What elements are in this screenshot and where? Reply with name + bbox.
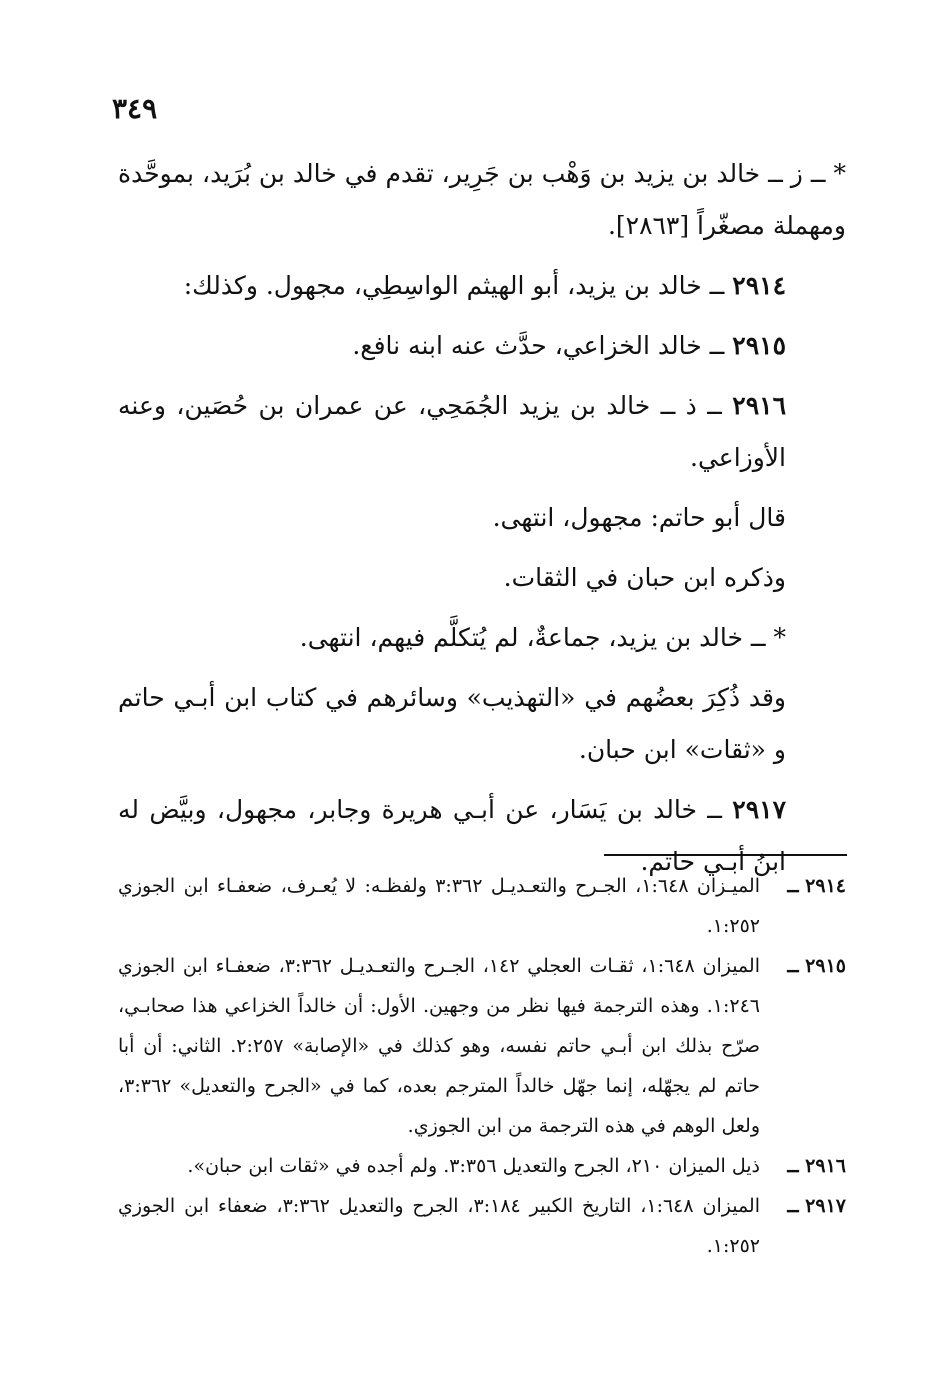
entry-paragraph <box>118 492 846 544</box>
footnotes <box>118 866 846 1266</box>
footnote <box>118 1146 846 1186</box>
entry-number: ٢٩١٥ <box>732 331 786 360</box>
entry-paragraph <box>118 260 846 312</box>
paragraph-text: * ــ ز ــ خالد بن يزيد بن وَهْب بن جَرِير، تقدم في خالد بن بُرَيد، بموحَّدة ومهملة مصغّراً [٢٨٦٣]. <box>118 159 846 240</box>
entry-paragraph <box>118 672 846 776</box>
entry-paragraph <box>118 380 846 484</box>
paragraph-text: * ــ خالد بن يزيد، جماعةٌ، لم يُتكلَّم فيهم، انتهى. <box>299 623 786 652</box>
footnote-text: الميزان ١:٦٤٨، التاريخ الكبير ٣:١٨٤، الجرح والتعديل ٣:٣٦٢، ضعفاء ابن الجوزي ١:٢٥٢. <box>118 1195 760 1257</box>
paragraph-text: ــ ذ ــ خالد بن يزيد الجُمَحِي، عن عمران بن حُصَين، وعنه الأوزاعي. <box>118 391 786 472</box>
footnote-number: ٢٩١٧ ــ <box>787 1195 846 1217</box>
footnote <box>118 946 846 1146</box>
footnote-text: الميـزان ١:٦٤٨، الجـرح والتعـديـل ٣:٣٦٢ ولفظـه: لا يُعـرف، ضعفـاء ابن الجوزي ١:٢٥٢. <box>118 875 760 937</box>
paragraph-text: وذكره ابن حبان في الثقات. <box>503 563 786 592</box>
footnote-text: ذيل الميزان ٢١٠، الجرح والتعديل ٣:٣٥٦. ولم أجده في «ثقات ابن حبان». <box>187 1155 760 1177</box>
entry-paragraph <box>118 552 846 604</box>
footnote <box>118 866 846 946</box>
entry-paragraph <box>118 612 846 664</box>
main-text <box>118 148 846 896</box>
entry-paragraph <box>118 320 846 372</box>
entry-number: ٢٩١٧ <box>732 795 786 824</box>
footnote-text: الميزان ١:٦٤٨، ثقـات العجلي ١٤٢، الجـرح والتعـديـل ٣:٣٦٢، ضعفـاء ابن الجوزي ١:٢٤٦. وهذه الترجمة فيها نظر من وجهين. الأول: أن خالداً الخزاعي هذا صحابـي، صرّح بذلك ابن أبـي حاتم نفسه، وهو كذلك في «الإصابة» ٢:٢٥٧. الثاني: أن أبا حاتم لم يجهّله، إنما جهّل خالداً المترجم بعده، كما في «الجرح والتعديل» ٣:٣٦٢، ولعل الوهم في هذه الترجمة من ابن الجوزي. <box>118 955 760 1137</box>
footnote-number: ٢٩١٤ ــ <box>787 875 846 897</box>
paragraph-text: قال أبو حاتم: مجهول، انتهى. <box>492 503 786 532</box>
entry-paragraph <box>118 148 846 252</box>
paragraph-text: ــ خالد بن يَسَار، عن أبـي هريرة وجابر، مجهول، وبيَّض له ابنُ أبـي حاتم. <box>118 795 786 876</box>
footnote-number: ٢٩١٥ ــ <box>787 955 846 977</box>
paragraph-text: ــ خالد بن يزيد، أبو الهيثم الواسِطِي، مجهول. وكذلك: <box>183 271 725 300</box>
footnote <box>118 1186 846 1266</box>
entry-number: ٢٩١٤ <box>732 271 786 300</box>
footnote-divider <box>604 854 847 856</box>
page-number: ٣٤٩ <box>112 92 158 125</box>
entry-number: ٢٩١٦ <box>732 391 787 420</box>
paragraph-text: وقد ذُكِرَ بعضُهم في «التهذيب» وسائرهم في كتاب ابن أبـي حاتم و «ثقات» ابن حبان. <box>118 683 786 764</box>
footnote-number: ٢٩١٦ ــ <box>787 1155 846 1177</box>
paragraph-text: ــ خالد الخزاعي، حدَّث عنه ابنه نافع. <box>352 331 725 360</box>
